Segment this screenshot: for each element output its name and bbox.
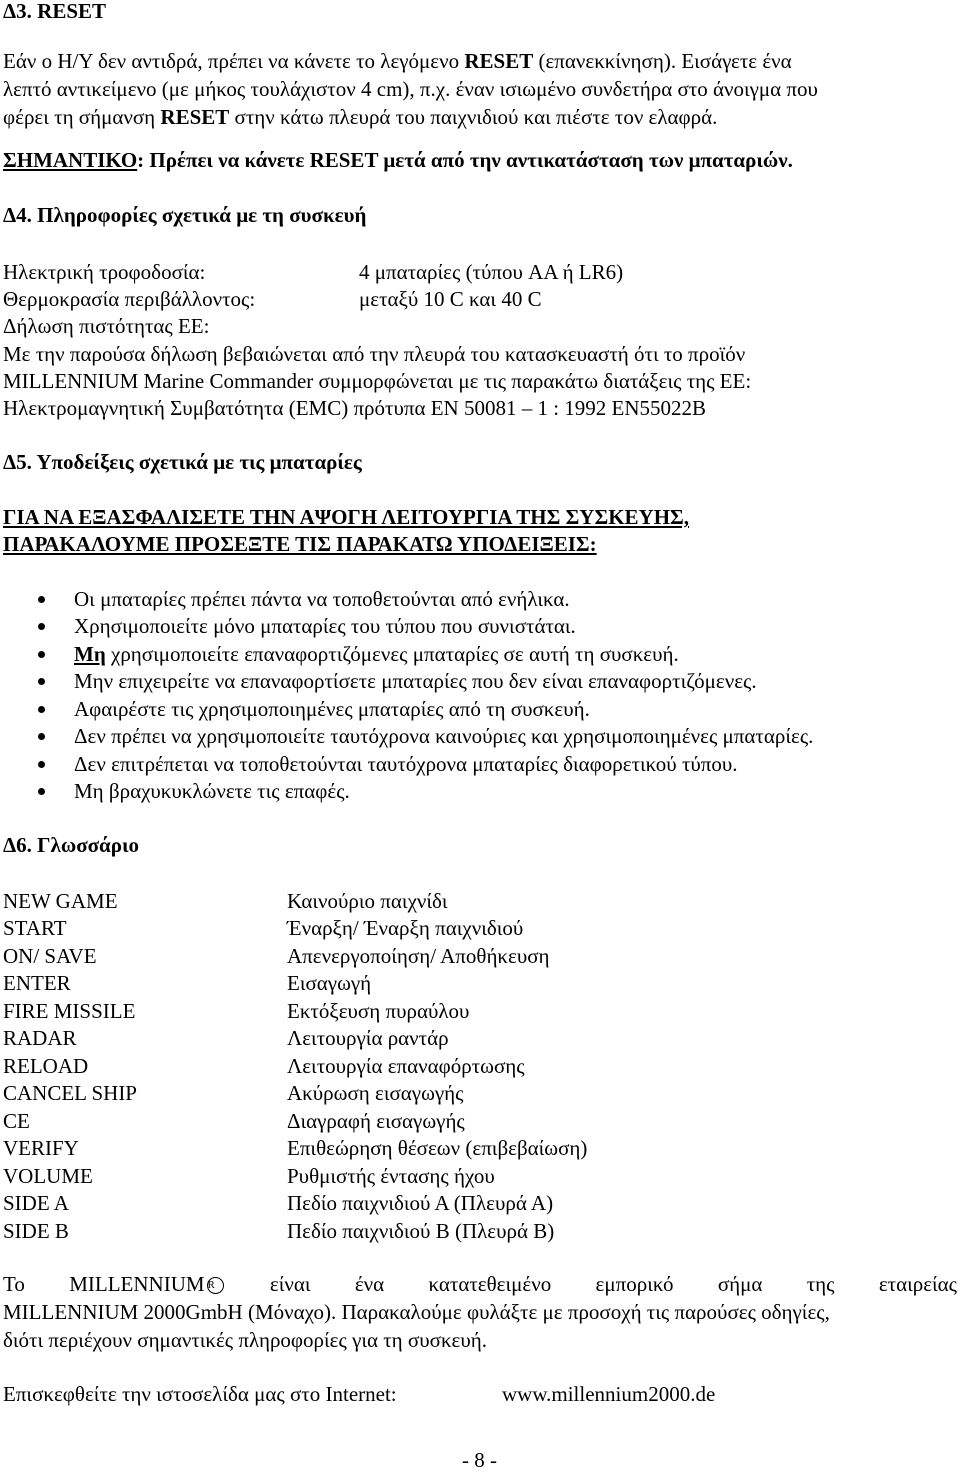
bullet-icon — [38, 761, 45, 768]
page-number: - 8 - — [462, 1448, 497, 1472]
list-item: Μην επιχειρείτε να επαναφορτίσετε μπαταρίες που δεν είναι επαναφορτιζόμενες. — [74, 669, 757, 693]
bullet-icon — [38, 678, 45, 685]
glossary-translation: Εισαγωγή — [287, 971, 372, 995]
website-label: Επισκεφθείτε την ιστοσελίδα μας στο Internet: — [3, 1382, 397, 1406]
glossary-term: NEW GAME — [3, 889, 118, 913]
trademark-line-2: MILLENNIUM 2000GmbH (Μόναχο). Παρακαλούμε φυλάξτε με προσοχή τις παρούσες οδηγίες, — [3, 1300, 830, 1324]
glossary-term: VOLUME — [3, 1164, 93, 1188]
text-segment: χρησιμοποιείτε επαναφορτιζόμενες μπαταρίες σε αυτή τη συσκευή. — [111, 642, 679, 666]
section-heading-glossary: Δ6. Γλωσσάριο — [3, 833, 140, 857]
power-value: 4 μπαταρίες (τύπου AA ή LR6) — [359, 260, 624, 284]
important-label: ΣΗΜΑΝΤΙΚΟ — [3, 148, 138, 172]
bullet-icon — [38, 623, 45, 630]
list-item — [74, 644, 679, 665]
reset-term: RESET — [464, 49, 534, 73]
text-segment: (επανεκκίνηση). Εισάγετε ένα — [533, 49, 792, 73]
reset-paragraph-line-2: λεπτό αντικείμενο (με μήκος τουλάχιστον 4 cm), π.χ. έναν ισιωμένο συνδετήρα στο άνοιγμα που — [3, 77, 818, 101]
glossary-translation: Καινούριο παιχνίδι — [287, 889, 448, 913]
battery-warning-line-2: ΠΑΡΑΚΑΛΟΥΜΕ ΠΡΟΣΕΞΤΕ ΤΙΣ ΠΑΡΑΚΑΤΩ ΥΠΟΔΕΙΞΕΙΣ: — [3, 532, 597, 556]
glossary-translation: Διαγραφή εισαγωγής — [287, 1109, 465, 1133]
section-heading-reset: Δ3. RESET — [3, 0, 107, 23]
important-note — [3, 150, 793, 171]
power-label: Ηλεκτρική τροφοδοσία: — [3, 260, 206, 284]
conformity-line-2: MILLENNIUM Marine Commander συμμορφώνεται με τις παρακάτω διατάξεις της ΕΕ: — [3, 369, 752, 393]
temperature-value: μεταξύ 10 C και 40 C — [359, 287, 542, 311]
glossary-translation: Ακύρωση εισαγωγής — [287, 1081, 464, 1105]
glossary-term: CE — [3, 1109, 30, 1133]
glossary-term: RELOAD — [3, 1054, 89, 1078]
trademark-line-3: διότι περιέχουν σημαντικές πληροφορίες για τη συσκευή. — [3, 1328, 487, 1352]
text-segment: Εάν ο Η/Υ δεν αντιδρά, πρέπει να κάνετε το λεγόμενο — [3, 49, 465, 73]
glossary-term: RADAR — [3, 1026, 77, 1050]
registered-mark-letter: R — [207, 1279, 215, 1291]
important-text: : Πρέπει να κάνετε RESET μετά από την αντικατάσταση των μπαταριών. — [137, 148, 793, 172]
reset-term: RESET — [160, 105, 230, 129]
glossary-term: ON/ SAVE — [3, 944, 97, 968]
bullet-icon — [38, 651, 45, 658]
list-item: Δεν πρέπει να χρησιμοποιείτε ταυτόχρονα καινούριες και χρησιμοποιημένες μπαταρίες. — [74, 724, 814, 748]
text-segment: φέρει τη σήμανση — [3, 105, 161, 129]
glossary-translation: Λειτουργία ραντάρ — [287, 1026, 449, 1050]
glossary-term: FIRE MISSILE — [3, 999, 136, 1023]
glossary-term: SIDE B — [3, 1219, 69, 1243]
list-item: Αφαιρέστε τις χρησιμοποιημένες μπαταρίες από τη συσκευή. — [74, 697, 590, 721]
list-item: Οι μπαταρίες πρέπει πάντα να τοποθετούνται από ενήλικα. — [74, 587, 570, 611]
bullet-icon — [38, 706, 45, 713]
conformity-label: Δήλωση πιστότητας ΕΕ: — [3, 314, 210, 338]
glossary-term: VERIFY — [3, 1136, 79, 1160]
glossary-translation: Λειτουργία επαναφόρτωσης — [287, 1054, 525, 1078]
section-heading-device-info: Δ4. Πληροφορίες σχετικά με τη συσκευή — [3, 203, 367, 227]
glossary-translation: Έναρξη/ Έναρξη παιχνιδιού — [287, 916, 524, 940]
glossary-term: CANCEL SHIP — [3, 1081, 137, 1105]
glossary-translation: Πεδίο παιχνιδιού Α (Πλευρά Α) — [287, 1191, 554, 1215]
glossary-translation: Εκτόξευση πυραύλου — [287, 999, 470, 1023]
section-heading-batteries: Δ5. Υποδείξεις σχετικά με τις μπαταρίες — [3, 450, 362, 474]
text-segment: Το MILLENNIUM — [3, 1272, 205, 1296]
registered-trademark-icon — [207, 1277, 224, 1294]
glossary-translation: Επιθεώρηση θέσεων (επιβεβαίωση) — [287, 1136, 588, 1160]
list-item: Δεν επιτρέπεται να τοποθετούνται ταυτόχρονα μπαταρίες διαφορετικού τύπου. — [74, 752, 738, 776]
text-segment: στην κάτω πλευρά του παιχνιδιού και πιέστε τον ελαφρά. — [229, 105, 718, 129]
bullet-icon — [38, 596, 45, 603]
glossary-term: START — [3, 916, 67, 940]
emphasis-word: Μη — [74, 642, 106, 666]
reset-paragraph-line-3 — [3, 107, 717, 128]
list-item: Χρησιμοποιείτε μόνο μπαταρίες του τύπου που συνιστάται. — [74, 614, 576, 638]
glossary-translation: Πεδίο παιχνιδιού Β (Πλευρά Β) — [287, 1219, 555, 1243]
trademark-line-1 — [3, 1274, 957, 1295]
list-item: Μη βραχυκυκλώνετε τις επαφές. — [74, 779, 350, 803]
temperature-label: Θερμοκρασία περιβάλλοντος: — [3, 287, 256, 311]
website-link[interactable]: www.millennium2000.de — [502, 1382, 716, 1406]
glossary-term: ENTER — [3, 971, 71, 995]
glossary-translation: Απενεργοποίηση/ Αποθήκευση — [287, 944, 550, 968]
conformity-line-1: Με την παρούσα δήλωση βεβαιώνεται από την πλευρά του κατασκευαστή ότι το προϊόν — [3, 342, 746, 366]
reset-paragraph-line-1 — [3, 51, 792, 72]
glossary-term: SIDE A — [3, 1191, 69, 1215]
conformity-line-3: Ηλεκτρομαγνητική Συμβατότητα (EMC) πρότυπα EN 50081 – 1 : 1992 EN55022B — [3, 396, 707, 420]
bullet-icon — [38, 733, 45, 740]
glossary-translation: Ρυθμιστής έντασης ήχου — [287, 1164, 495, 1188]
bullet-icon — [38, 788, 45, 795]
text-segment: είναι ένα κατατεθειμένο εμπορικό σήμα της εταιρείας — [269, 1272, 957, 1296]
battery-warning-line-1: ΓΙΑ ΝΑ ΕΞΑΣΦΑΛΙΣΕΤΕ ΤΗΝ ΑΨΟΓΗ ΛΕΙΤΟΥΡΓΙΑ ΤΗΣ ΣΥΣΚΕΥΗΣ, — [3, 505, 690, 529]
